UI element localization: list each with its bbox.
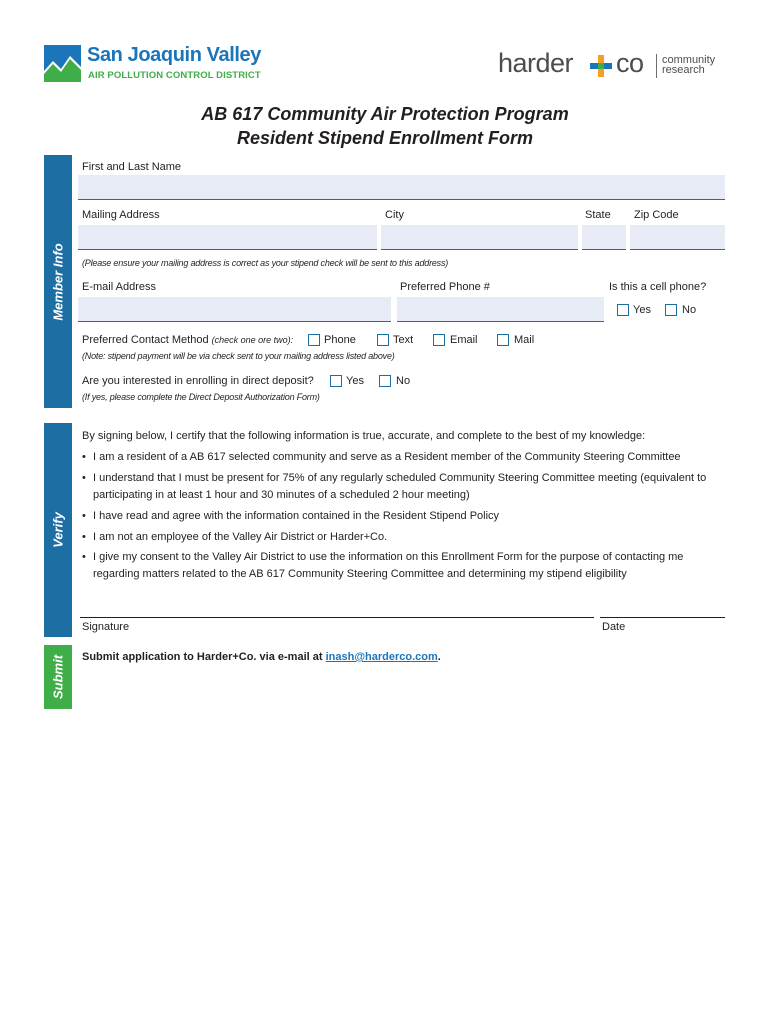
preferred-phone-field[interactable] [397, 297, 604, 322]
contact-mail-label: Mail [514, 334, 535, 346]
contact-text-checkbox[interactable] [377, 334, 389, 346]
signature-label: Signature [82, 621, 130, 633]
contact-phone-label: Phone [324, 334, 356, 346]
cell-yes-checkbox[interactable] [617, 304, 629, 316]
submit-instructions: Submit application to Harder+Co. via e-mail at inash@harderco.com. [82, 651, 441, 663]
city-field[interactable] [381, 225, 578, 250]
address-note: (Please ensure your mailing address is correct as your stipend check will be sent to this address) [82, 258, 449, 268]
plus-icon [590, 55, 612, 77]
verify-bullet: • I have read and agree with the information contained in the Resident Stipend Policy [82, 510, 500, 522]
hc-word-co: co [616, 48, 644, 78]
contact-email-label: Email [450, 334, 478, 346]
direct-deposit-question: Are you interested in enrolling in direct deposit? [82, 375, 314, 387]
city-label: City [385, 209, 404, 221]
contact-phone-checkbox[interactable] [308, 334, 320, 346]
hc-word-harder: harder [498, 48, 574, 78]
sjv-name: San Joaquin Valley [87, 44, 261, 66]
name-field[interactable] [78, 175, 725, 200]
verify-bullet: • I am not an employee of the Valley Air District or Harder+Co. [82, 531, 388, 543]
preferred-phone-label: Preferred Phone # [400, 281, 490, 293]
cell-yes-label: Yes [633, 304, 651, 316]
deposit-note: (If yes, please complete the Direct Deposit Authorization Form) [82, 392, 320, 402]
deposit-yes-label: Yes [346, 375, 364, 387]
date-line[interactable] [600, 617, 725, 618]
section-tab-member-info: Member Info [44, 155, 72, 408]
verify-bullet: • I am a resident of a AB 617 selected community and serve as a Resident member of the Community Steering Committee [82, 451, 681, 463]
cell-no-checkbox[interactable] [665, 304, 677, 316]
email-field[interactable] [78, 297, 391, 322]
hc-community-research: community research [662, 54, 716, 76]
contact-mail-checkbox[interactable] [497, 334, 509, 346]
contact-method-label: Preferred Contact Method (check one ore two): [82, 334, 294, 346]
mailing-address-label: Mailing Address [82, 209, 160, 221]
state-label: State [585, 209, 611, 221]
deposit-no-label: No [396, 375, 411, 387]
form-title-line1: AB 617 Community Air Protection Program [201, 104, 569, 124]
form-title-line2: Resident Stipend Enrollment Form [236, 128, 534, 148]
mailing-address-field[interactable] [78, 225, 377, 250]
hc-divider [656, 54, 657, 78]
verify-bullet: • I give my consent to the Valley Air District to use the information on this Enrollment Form for the purpose of contacting me regarding matters related to the AB 617 Community Steering Committee and determining my stipend eligibility [82, 551, 684, 580]
section-tab-verify: Verify [44, 423, 72, 637]
contact-text-label: Text [393, 334, 414, 346]
state-field[interactable] [582, 225, 626, 250]
harder-co-logo [498, 48, 730, 84]
contact-note: (Note: stipend payment will be via check sent to your mailing address listed above) [82, 351, 395, 361]
email-label: E-mail Address [82, 281, 156, 293]
cell-phone-question: Is this a cell phone? [609, 281, 707, 293]
signature-line[interactable] [80, 617, 594, 618]
verify-bullet: • I understand that I must be present for 75% of any regularly scheduled Community Steering Committee meeting (equivalent to participating in at least 1 hour and 30 minutes of a scheduled 2 hour meeting) [82, 472, 707, 501]
sjv-logo [44, 44, 261, 86]
preferred-phone-input[interactable] [397, 297, 604, 321]
name-input[interactable] [78, 175, 725, 199]
sjv-subtitle: AIR POLLUTION CONTROL DISTRICT [88, 70, 261, 81]
city-input[interactable] [381, 225, 578, 249]
mountain-logo-icon [44, 45, 81, 82]
state-input[interactable] [582, 225, 626, 249]
date-label: Date [602, 621, 626, 633]
section-tab-submit: Submit [44, 645, 72, 709]
zip-code-label: Zip Code [634, 209, 679, 221]
mailing-address-input[interactable] [78, 225, 377, 249]
name-label: First and Last Name [82, 161, 182, 173]
email-input[interactable] [78, 297, 391, 321]
submit-email-link[interactable]: inash@harderco.com [325, 651, 438, 663]
contact-email-checkbox[interactable] [433, 334, 445, 346]
deposit-no-checkbox[interactable] [379, 375, 391, 387]
zip-code-field[interactable] [630, 225, 725, 250]
zip-code-input[interactable] [630, 225, 725, 249]
cell-no-label: No [682, 304, 697, 316]
verify-intro: By signing below, I certify that the following information is true, accurate, and complete to the best of my knowledge: [82, 430, 646, 442]
deposit-yes-checkbox[interactable] [330, 375, 342, 387]
